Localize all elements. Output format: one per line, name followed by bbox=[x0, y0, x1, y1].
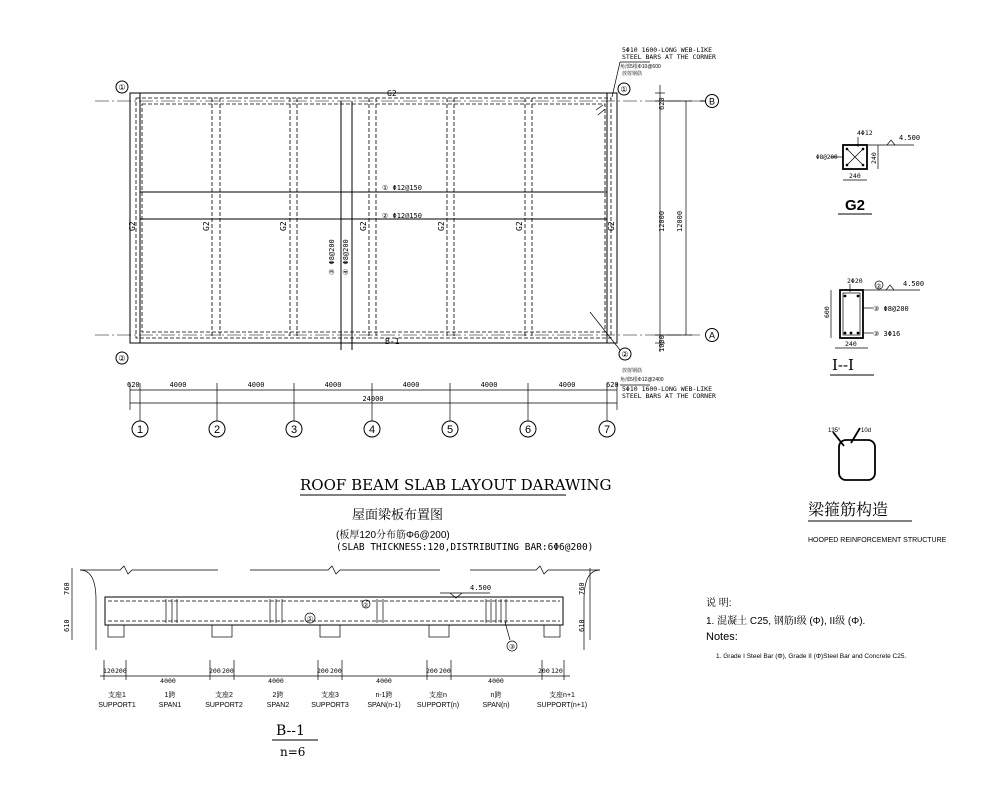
ii-section-box bbox=[840, 290, 863, 338]
grid-label-1: 1 bbox=[136, 424, 144, 436]
beam-dim-support-2b: 200 bbox=[222, 667, 234, 675]
support-label-en-1: SPAN1 bbox=[158, 702, 182, 709]
beam-elevation-b1 bbox=[63, 566, 600, 759]
ii-tag-2: ② bbox=[876, 284, 882, 290]
beam-dim-610-right: 610 bbox=[578, 619, 586, 632]
beam-dim-support-nb: 200 bbox=[439, 667, 451, 675]
rebar-label-1: ① Φ12@150 bbox=[382, 184, 422, 192]
corner-tag-br-text: ② bbox=[621, 350, 629, 359]
stirrup-hoop bbox=[839, 440, 875, 480]
corner-note-bot-2: STEEL BARS AT THE CORNER bbox=[622, 392, 716, 400]
beam-dim-end-left-1: 120 bbox=[103, 667, 115, 675]
g2-width: 240 bbox=[849, 172, 861, 180]
dim-620-left: 620 bbox=[127, 381, 140, 389]
beam-dim-end-right: 120 bbox=[551, 667, 563, 675]
ii-label: I--I bbox=[832, 356, 854, 374]
beam-sub: n=6 bbox=[280, 745, 306, 759]
roof-plan bbox=[95, 46, 719, 437]
beam-dim-760-right: 760 bbox=[578, 582, 586, 595]
ii-height: 600 bbox=[823, 306, 831, 318]
rebar-label-3: ③ Φ8@200 bbox=[328, 239, 336, 275]
beam-dim-support-1: 200 bbox=[115, 667, 127, 675]
beam-dim-760-left: 760 bbox=[63, 582, 71, 595]
rebar-label-2: ② Φ12@150 bbox=[382, 212, 422, 220]
beam-label-g2-6: G2 bbox=[515, 221, 524, 231]
g2-elev: 4.500 bbox=[899, 134, 921, 142]
g2-top-bar: 4Φ12 bbox=[857, 129, 873, 137]
stirrup-angle: 135° bbox=[828, 428, 841, 434]
support-label-cn-3: 2跨 bbox=[272, 692, 284, 699]
corner-tag-tr-text: ① bbox=[620, 85, 628, 94]
corner-note-bot-cn2: 角部5根Φ12@2400 bbox=[620, 377, 664, 383]
beam-label-g2-4: G2 bbox=[359, 221, 368, 231]
notes-head-en: Notes: bbox=[706, 631, 738, 643]
bay-dimensions bbox=[127, 381, 619, 410]
grid-label-5: 5 bbox=[446, 424, 454, 436]
beam-tag-1: ① bbox=[307, 616, 314, 623]
corner-note-bot-1: 5Φ10 1600-LONG WEB-LIKE bbox=[622, 385, 713, 393]
dim-bay-1: 4000 bbox=[169, 381, 187, 389]
grid-label-3: 3 bbox=[290, 424, 298, 436]
support-label-en-6: SUPPORT(n) bbox=[416, 702, 460, 709]
grid-label-4: 4 bbox=[368, 424, 376, 436]
beam-label-g2-2: G2 bbox=[202, 221, 211, 231]
beam-dim-610-left: 610 bbox=[63, 619, 71, 632]
stirrup-title-cn: 梁箍筋构造 bbox=[808, 502, 889, 519]
beam-label: B--1 bbox=[276, 723, 305, 739]
support-label-en-0: SUPPORT1 bbox=[98, 702, 136, 709]
drawing-title bbox=[300, 476, 611, 553]
support-label-en-2: SUPPORT2 bbox=[205, 702, 243, 709]
stirrup-title-en: HOOPED REINFORCEMENT STRUCTURE bbox=[808, 537, 947, 544]
g2-label: G2 bbox=[845, 197, 866, 214]
beam-dim-support-2a: 200 bbox=[209, 667, 221, 675]
beam-inner-edge bbox=[136, 98, 611, 338]
title-sub-cn: (板厚120分布筋Φ6@200) bbox=[336, 530, 450, 541]
stirrup-hook: 10d bbox=[861, 428, 872, 434]
beam-dim-support-3b: 200 bbox=[330, 667, 342, 675]
support-labels bbox=[98, 690, 587, 709]
corner-note-top-cn2: 放射钢筋 bbox=[622, 71, 643, 77]
beam-dim-span-1: 4000 bbox=[160, 677, 176, 685]
support-label-en-5: SPAN(n-1) bbox=[367, 702, 401, 709]
grid-label-2: 2 bbox=[213, 424, 221, 436]
title-cn: 屋面梁板布置图 bbox=[352, 507, 444, 522]
dim-bay-3: 4000 bbox=[324, 381, 342, 389]
dim-overall: 24000 bbox=[362, 395, 384, 403]
support-label-cn-7: n跨 bbox=[490, 692, 502, 699]
g2-height: 240 bbox=[870, 152, 878, 164]
corner-note-bot-cn: 放射钢筋 bbox=[622, 368, 643, 374]
grid-label-6: 6 bbox=[524, 424, 532, 436]
support-label-cn-4: 支座3 bbox=[321, 692, 339, 699]
dim-bay-5: 4000 bbox=[480, 381, 498, 389]
grid-label-7: 7 bbox=[603, 424, 611, 436]
title-en: ROOF BEAM SLAB LAYOUT DARAWING bbox=[300, 476, 612, 494]
dim-12000-a: 12000 bbox=[658, 210, 666, 232]
corner-note-top-1: 5Φ10 1600-LONG WEB-LIKE bbox=[622, 46, 713, 54]
dim-1000-right: 1000 bbox=[658, 335, 666, 352]
ii-width: 240 bbox=[845, 340, 857, 348]
beam-dim-span-2: 4000 bbox=[268, 677, 284, 685]
title-sub-en: (SLAB THICKNESS:120,DISTRIBUTING BAR:6Φ6@200) bbox=[336, 542, 594, 553]
notes-block bbox=[706, 596, 906, 660]
section-i-i bbox=[823, 277, 924, 375]
slab-outline bbox=[130, 93, 617, 343]
dim-12000-b: 12000 bbox=[676, 210, 684, 232]
support-label-cn-2: 支座2 bbox=[215, 692, 233, 699]
corner-tag-tl-text: ① bbox=[118, 83, 126, 92]
beam-dim-span-3: 4000 bbox=[376, 677, 392, 685]
beam-tag-2: ② bbox=[363, 603, 369, 609]
dim-bay-6: 4000 bbox=[558, 381, 576, 389]
leader-bottom bbox=[590, 312, 620, 350]
support-label-cn-0: 支座1 bbox=[108, 692, 126, 699]
support-label-cn-1: 1跨 bbox=[164, 692, 176, 699]
notes-line-en: 1. Grade I Steel Bar (Φ), Grade II (Φ)Steel Bar and Concrete C25. bbox=[716, 653, 907, 660]
g2-stirrup: Φ8@200 bbox=[816, 154, 838, 161]
axis-label-b: B bbox=[708, 96, 716, 107]
notes-head-cn: 说 明: bbox=[706, 598, 732, 609]
dim-bay-4: 4000 bbox=[402, 381, 420, 389]
support-label-en-3: SPAN2 bbox=[266, 702, 290, 709]
beam-label-g2-5: G2 bbox=[437, 221, 446, 231]
ii-elev: 4.500 bbox=[903, 280, 925, 288]
beam-label-g2-1: G2 bbox=[128, 221, 137, 231]
rebar-label-4: ④ Φ8@200 bbox=[342, 239, 350, 275]
beam-dim-support-na: 200 bbox=[426, 667, 438, 675]
dim-620-right-b: 620 bbox=[606, 381, 619, 389]
corner-tag-bl-text: ② bbox=[118, 354, 126, 363]
beam-tag-3: ③ bbox=[509, 644, 516, 651]
section-g2 bbox=[816, 129, 920, 214]
beam-elev: 4.500 bbox=[470, 584, 492, 592]
beam-dim-support-end: 200 bbox=[538, 667, 550, 675]
axis-label-a: A bbox=[708, 330, 716, 341]
notes-line-cn: 1. 混凝土 C25, 钢筋I级 (Φ), II级 (Φ). bbox=[706, 616, 866, 627]
support-label-cn-6: 支座n bbox=[429, 692, 447, 699]
corner-note-top-cn: 角部5根Φ10@600 bbox=[620, 64, 661, 70]
support-label-cn-5: n-1跨 bbox=[375, 692, 393, 699]
corner-note-top-2: STEEL BARS AT THE CORNER bbox=[622, 53, 716, 61]
dim-620-right: 620 bbox=[658, 97, 666, 110]
beam-dim-support-3a: 200 bbox=[317, 667, 329, 675]
support-label-en-8: SUPPORT(n+1) bbox=[536, 702, 588, 709]
beam-label-b1: B-1 bbox=[385, 337, 400, 346]
beam-label-g2-3: G2 bbox=[279, 221, 288, 231]
support-label-en-4: SUPPORT3 bbox=[311, 702, 349, 709]
beam-label-g2-top: G2 bbox=[387, 89, 397, 98]
ii-bottom: ③ 3Φ16 bbox=[873, 330, 901, 338]
slab-inner-edge bbox=[142, 104, 605, 332]
beam-dim-span-n: 4000 bbox=[488, 677, 504, 685]
dim-bay-2: 4000 bbox=[247, 381, 265, 389]
ii-stirrup: ③ Φ8@200 bbox=[873, 305, 909, 313]
support-label-en-7: SPAN(n) bbox=[482, 702, 510, 709]
support-label-cn-8: 支座n+1 bbox=[549, 692, 575, 699]
beam-label-g2-7: G2 bbox=[607, 221, 616, 231]
ii-top-bar: 2Φ20 bbox=[847, 277, 863, 285]
stirrup-detail bbox=[808, 428, 947, 544]
